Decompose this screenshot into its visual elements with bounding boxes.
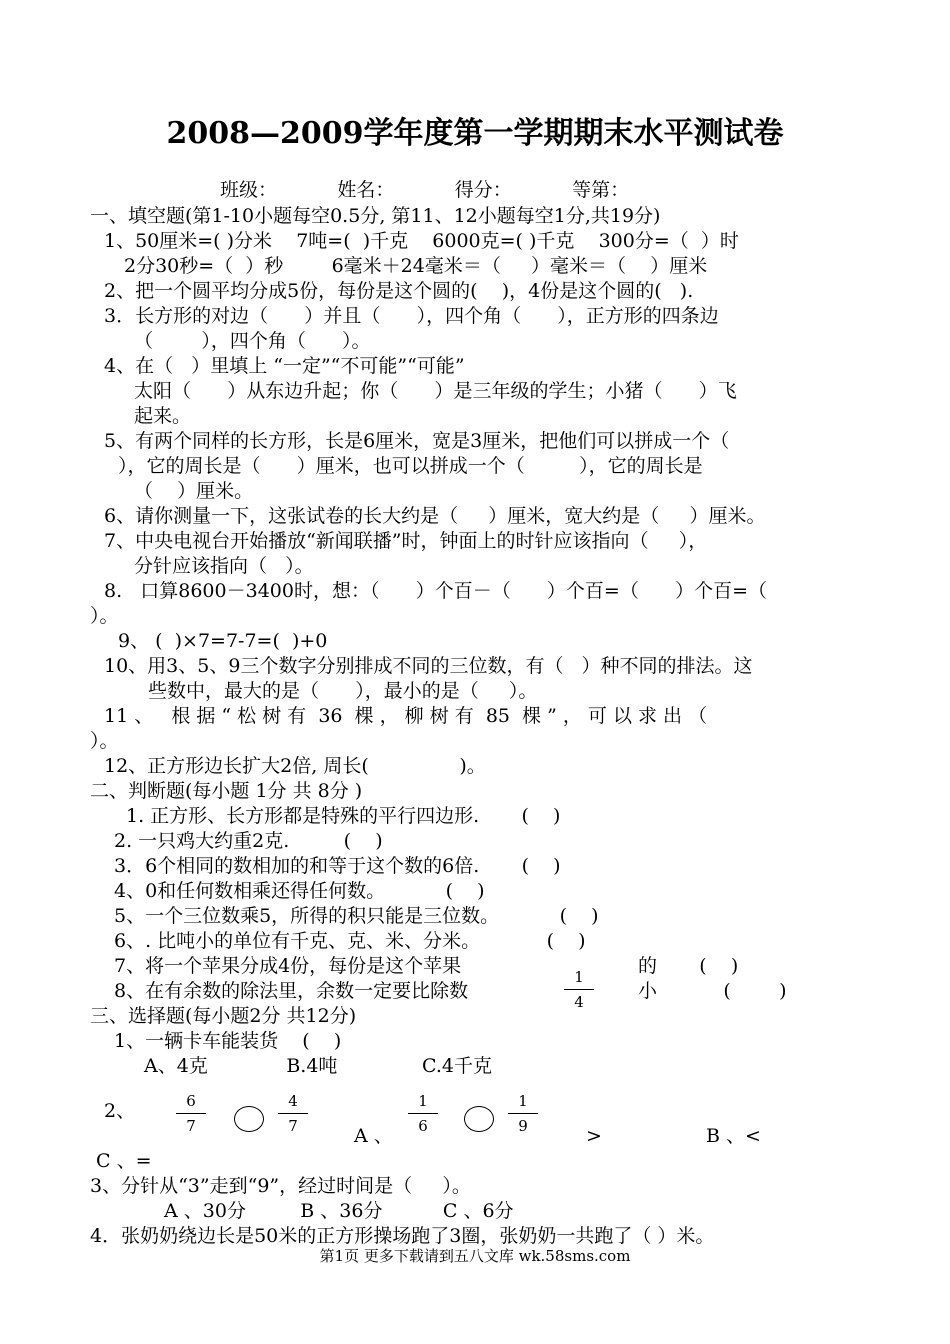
fraction-bar: [176, 1113, 206, 1114]
q7-line-2: 分针应该指向（ ）。: [134, 555, 314, 577]
q3-line-1: 3．长方形的对边（ ）并且（ ），四个角（ ），正方形的四条边: [104, 305, 719, 327]
fraction-numerator: 1: [518, 1092, 528, 1110]
choice-q2-option-c: C 、=: [96, 1150, 152, 1172]
choice-q2-option-a: A 、: [354, 1125, 393, 1147]
page-title: 2008—2009学年度第一学期期末水平测试卷: [166, 116, 784, 151]
fraction-bar: [408, 1113, 438, 1114]
q9-line: 9、 ( )×7=7-7=( )+0: [118, 630, 328, 652]
fraction-one-ninth: [508, 1092, 538, 1135]
fraction-numerator: 1: [574, 968, 584, 986]
judge-q8-tail: 小 ( ): [638, 980, 787, 1002]
choice-q4: 4．张奶奶绕边长是50米的正方形操场跑了3圈，张奶奶一共跑了（ ）米。: [90, 1225, 715, 1247]
q5-line-3: （ ）厘米。: [134, 480, 254, 502]
fraction-bar: [278, 1113, 308, 1114]
q1-line-2: 2分30秒=（ ）秒 6毫米＋24毫米＝（ ）毫米＝（ ）厘米: [124, 255, 708, 277]
judge-q6: 6、. 比吨小的单位有千克、克、米、分米。 ( ): [114, 930, 586, 952]
q2-line: 2、把一个圆平均分成5份，每份是这个圆的( )，4份是这个圆的( ).: [104, 280, 694, 302]
choice-q1: 1、一辆卡车能装货 ( ): [114, 1030, 342, 1052]
judge-q2: 2. 一只鸡大约重2克. ( ): [114, 830, 383, 852]
choice-q1-options: A、4克 B.4吨 C.4千克: [144, 1055, 492, 1077]
fraction-numerator: 6: [186, 1092, 196, 1110]
judge-q8: 8、在有余数的除法里，余数一定要比除数: [114, 980, 469, 1002]
choice-q3: 3、分针从“3”走到“9”，经过时间是（ ）。: [90, 1175, 471, 1197]
q5-line-1: 5、有两个同样的长方形，长是6厘米，宽是3厘米，把他们可以拼成一个（: [104, 430, 730, 452]
section-1-heading: 一、填空题(第1-10小题每空0.5分, 第11、12小题每空1分,共19分): [90, 205, 661, 227]
judge-q4: 4、0和任何数相乘还得任何数。 ( ): [114, 880, 485, 902]
q8-line-2: ）。: [90, 605, 119, 627]
q4-line-1: 4、在（ ）里填上 “一定”“不可能”“可能”: [104, 355, 465, 377]
q6-line: 6、请你测量一下，这张试卷的长大约是（ ）厘米，宽大约是（ ）厘米。: [104, 505, 766, 527]
q4-line-3: 起来。: [134, 405, 192, 427]
fraction-denominator: 7: [186, 1117, 196, 1135]
compare-circle: [234, 1106, 264, 1132]
q11-line-2: ）。: [90, 730, 119, 752]
judge-q7-tail: 的 ( ): [638, 955, 739, 977]
q10-line-1: 10、用3、5、9三个数字分别排成不同的三位数，有（ ）种不同的排法。这: [104, 655, 753, 677]
compare-circle: [464, 1106, 494, 1132]
fraction-numerator: 4: [288, 1092, 298, 1110]
q4-line-2: 太阳（ ）从东边升起；你（ ）是三年级的学生；小猪（ ）飞: [134, 380, 737, 402]
fraction-six-sevenths: [176, 1092, 206, 1135]
q1-line-1: 1、50厘米=( )分米 7吨=( )千克 6000克=( )千克 300分=（ ）时: [104, 230, 739, 252]
judge-q1: 1. 正方形、长方形都是特殊的平行四边形. ( ): [126, 805, 561, 827]
judge-q3: 3．6个相同的数相加的和等于这个数的6倍. ( ): [114, 855, 561, 877]
fraction-four-sevenths: [278, 1092, 308, 1135]
section-2-heading: 二、判断题(每小题 1分 共 8分 ): [90, 780, 363, 802]
judge-q5: 5、一个三位数乘5，所得的积只能是三位数。 ( ): [114, 905, 599, 927]
page-footer: 第1页 更多下载请到五八文库 wk.58sms.com: [319, 1247, 631, 1265]
fraction-denominator: 9: [518, 1117, 528, 1135]
choice-q2-label: 2、: [104, 1100, 136, 1122]
fraction-one-quarter: [564, 968, 594, 1011]
section-3-heading: 三、选择题(每小题2分 共12分): [90, 1005, 357, 1027]
choice-q2-option-b: B 、<: [706, 1125, 761, 1147]
fraction-one-sixth: [408, 1092, 438, 1135]
fraction-bar: [564, 989, 594, 990]
fraction-denominator: 4: [574, 993, 584, 1011]
q7-line-1: 7、中央电视台开始播放“新闻联播”时，钟面上的时针应该指向（ ），: [104, 530, 708, 552]
fraction-numerator: 1: [418, 1092, 428, 1110]
judge-q7: 7、将一个苹果分成4份，每份是这个苹果: [114, 955, 462, 977]
choice-q3-options: A 、30分 B 、36分 C 、6分: [164, 1200, 514, 1222]
q12-line: 12、正方形边长扩大2倍, 周长( )。: [104, 755, 486, 777]
choice-q2-greater: >: [586, 1125, 602, 1147]
q10-line-2: 些数中，最大的是（ ），最小的是（ ）。: [148, 680, 538, 702]
fraction-denominator: 7: [288, 1117, 298, 1135]
fraction-bar: [508, 1113, 538, 1114]
q5-line-2: ），它的周长是（ ）厘米，也可以拼成一个（ ），它的周长是: [118, 455, 703, 477]
q11-line-1: 11 、 根 据 “ 松 树 有 36 棵 ， 柳 树 有 85 棵 ” ， 可 以 求 出 （: [104, 705, 708, 727]
fraction-denominator: 6: [418, 1117, 428, 1135]
student-info-line: 班级： 姓名： 得分： 等第：: [220, 179, 630, 201]
q8-line-1: 8. 口算8600－3400时，想：（ ）个百－（ ）个百=（ ）个百=（: [104, 580, 768, 602]
q3-line-2: （ ），四个角（ ）。: [134, 330, 371, 352]
